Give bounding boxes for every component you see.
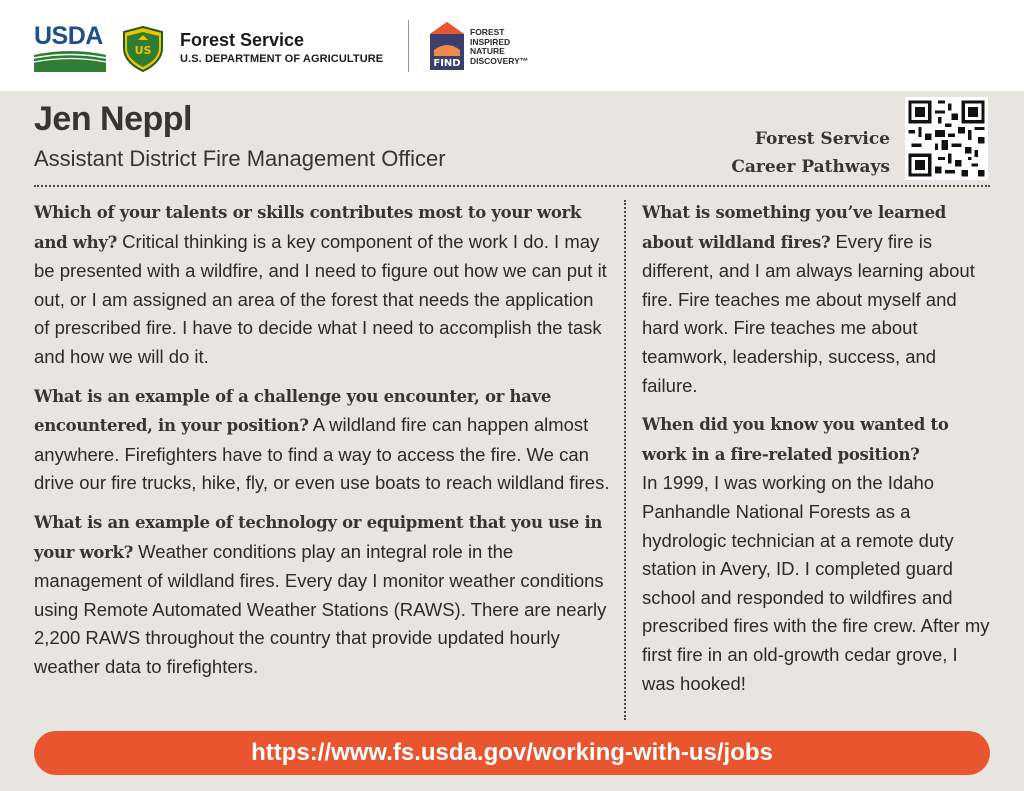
question: Which of your talents or skills contributes most to your work and why? <box>34 203 582 252</box>
column-dotted-divider <box>624 200 626 720</box>
career-pathways-label <box>690 125 890 181</box>
jobs-url-banner[interactable] <box>34 731 990 775</box>
find-tagline-line: DISCOVERY™ <box>470 55 529 66</box>
usda-swoosh-icon <box>34 49 106 72</box>
answer: A wildland fire can happen almost anywhere. Firefighters have to find a way to access the fire. We can drive our fire trucks, hike, fly, or even use boats to reach wildland fires. <box>34 414 610 494</box>
usda-logo-text: USDA <box>34 22 103 50</box>
find-tagline-line: INSPIRED <box>470 36 511 47</box>
find-logo-text: FIND <box>433 58 461 69</box>
left-column <box>34 198 612 692</box>
qa-block <box>642 410 992 698</box>
right-column <box>642 198 992 708</box>
jobs-url-link[interactable]: https://www.fs.usda.gov/working-with-us/jobs <box>251 739 773 766</box>
answer: Critical thinking is a key component of the work I do. I may be presented with a wildfire, and I need to figure out how we can put it out, or I am assigned an area of the forest that needs the application of prescribed fire. I have to decide what I need to accomplish the task and how we will do it. <box>34 230 607 367</box>
header-divider <box>408 20 409 72</box>
answer: Every fire is different, and I am always learning about fire. Fire teaches me about myself and hard work. Fire teaches me about teamwork, leadership, success, and failure. <box>642 230 975 396</box>
answer: Weather conditions play an integral role in the management of wildland fires. Every day I monitor weather conditions using Remote Automated Weather Stations (RAWS). There are nearly 2,200 RAWS throughout the country that provide updated hourly weather data to firefighters. <box>34 540 607 677</box>
find-tagline-line: FOREST <box>470 27 505 37</box>
usda-logo[interactable] <box>34 22 106 72</box>
qr-code[interactable] <box>905 97 988 180</box>
header-bar <box>0 0 1024 91</box>
qa-block <box>34 198 612 372</box>
answer: In 1999, I was working on the Idaho Panhandle National Forests as a hydrologic technician at a remote duty station in Avery, ID. I completed guard school and responded to wildfires and prescribed fires with the fire crew. After my first fire in an old-growth cedar grove, I was hooked! <box>642 472 990 694</box>
question: When did you know you wanted to work in a fire-related position? <box>642 415 949 464</box>
header-dotted-divider <box>34 185 990 187</box>
question: What is something you’ve learned about wildland fires? <box>642 203 947 252</box>
question: What is an example of technology or equipment that you use in your work? <box>34 512 603 562</box>
job-title: Assistant District Fire Management Officer <box>34 146 446 171</box>
question: What is an example of a challenge you encounter, or have encountered, in your position? <box>34 386 552 436</box>
svg-text:US: US <box>134 44 152 57</box>
find-logo[interactable] <box>428 20 466 72</box>
agency-name: Forest Service <box>180 30 305 50</box>
pathways-line-1: Forest Service <box>754 129 890 149</box>
pathways-line-2: Career Pathways <box>731 157 890 177</box>
find-tagline <box>470 28 528 66</box>
person-name: Jen Neppl <box>34 100 192 138</box>
find-tagline-line: NATURE <box>470 46 505 56</box>
qa-block <box>34 508 612 682</box>
forest-service-shield-icon <box>122 26 164 72</box>
qa-block <box>642 198 992 400</box>
department-name: U.S. DEPARTMENT OF AGRICULTURE <box>180 53 384 65</box>
qa-block <box>34 382 612 498</box>
